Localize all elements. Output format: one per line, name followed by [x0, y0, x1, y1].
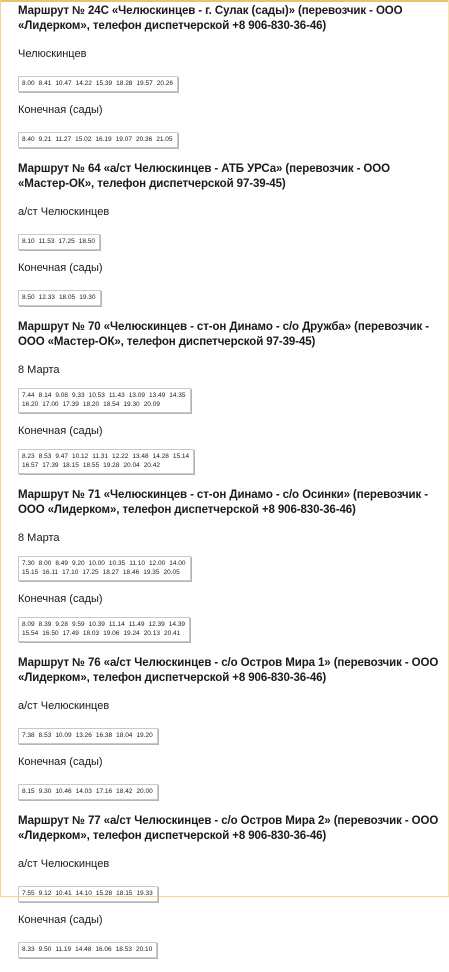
stop-name: а/ст Челюскинцев [18, 700, 110, 712]
route-title: Маршрут № 76 «а/ст Челюскинцев - с/о Остров Мира 1» (перевозчик - ООО «Лидерком», телефон диспетчерской +8 906-830-36-46) [18, 657, 439, 684]
departure-time: 11.10 [129, 560, 145, 567]
timetable-row [22, 461, 189, 470]
departure-time: 14.39 [168, 621, 186, 628]
departure-time: 14.10 [75, 890, 92, 897]
departure-time: 17.25 [82, 569, 99, 576]
departure-time: 16.11 [42, 569, 59, 576]
departure-time: 20.04 [123, 462, 140, 469]
departure-time: 20.05 [163, 569, 180, 576]
stop-name: Конечная (сады) [18, 104, 103, 116]
timetable-box [18, 132, 178, 148]
departure-time: 15.28 [95, 890, 113, 897]
departure-time: 18.03 [82, 630, 100, 637]
departure-time: 11.31 [92, 453, 109, 460]
departure-time: 16.57 [22, 462, 39, 469]
departure-time: 15.02 [75, 136, 92, 143]
route-block [18, 162, 443, 318]
route-block [18, 656, 443, 812]
timetable-row [22, 400, 186, 409]
departure-time: 20.41 [163, 630, 181, 637]
timetable-box [18, 617, 190, 642]
departure-time: 7.38 [22, 732, 35, 739]
schedule-content [18, 4, 443, 972]
departure-time: 10.00 [88, 560, 105, 567]
departure-time: 10.53 [88, 392, 105, 399]
departure-time: 14.00 [169, 560, 186, 567]
timetable-box [18, 290, 101, 306]
departure-time: 8.14 [38, 392, 52, 399]
departure-time: 19.35 [143, 569, 160, 576]
departure-time: 9.21 [38, 136, 52, 143]
departure-time: 19.28 [103, 462, 120, 469]
departure-time: 8.15 [22, 788, 35, 795]
departure-time: 15.15 [22, 569, 39, 576]
departure-time: 9.33 [71, 392, 85, 399]
departure-time: 7.44 [22, 392, 35, 399]
stop-name: а/ст Челюскинцев [18, 858, 110, 870]
departure-time: 7.55 [22, 890, 35, 897]
departure-time: 15.54 [22, 630, 39, 637]
departure-time: 18.53 [115, 946, 132, 953]
departure-time: 11.19 [55, 946, 72, 953]
route-title: Маршрут № 64 «а/ст Челюскинцев - АТБ УРСа» (перевозчик - ООО «Мастер-ОК», телефон диспетчерской 97-39-45) [18, 163, 390, 190]
departure-time: 18.55 [82, 462, 100, 469]
stop-name: Конечная (сады) [18, 262, 103, 274]
departure-time: 8.00 [38, 560, 52, 567]
route-title: Маршрут № 24С «Челюскинцев - г. Сулак (сады)» (перевозчик - ООО «Лидерком», телефон диспетчерской +8 906-830-36-46) [18, 5, 403, 32]
route-title: Маршрут № 70 «Челюскинцев - ст-он Динамо - с/о Дружба» (перевозчик - ООО «Мастер-ОК», телефон диспетчерской 97-39-45) [18, 321, 430, 348]
timetable-box [18, 388, 191, 413]
departure-time: 18.15 [62, 462, 79, 469]
departure-time: 9.28 [55, 621, 68, 628]
departure-time: 11.49 [128, 621, 145, 628]
departure-time: 18.42 [116, 788, 133, 795]
departure-time: 9.30 [38, 788, 52, 795]
timetable-row [22, 452, 189, 461]
departure-time: 13.26 [75, 732, 92, 739]
departure-time: 8.53 [38, 732, 52, 739]
timetable-row [22, 293, 96, 302]
departure-time: 8.49 [55, 560, 68, 567]
departure-time: 18.54 [103, 401, 120, 408]
departure-time: 14.22 [75, 80, 92, 87]
departure-time: 12.39 [148, 621, 165, 628]
departure-time: 20.00 [136, 788, 153, 795]
timetable-row [22, 568, 186, 577]
departure-time: 9.47 [55, 453, 68, 460]
departure-time: 15.14 [172, 453, 190, 460]
departure-time: 8.40 [22, 136, 35, 143]
departure-time: 19.33 [136, 890, 153, 897]
stop-name: 8 Марта [18, 532, 60, 544]
departure-time: 17.16 [95, 788, 113, 795]
departure-time: 16.06 [95, 946, 112, 953]
departure-time: 16.50 [42, 630, 59, 637]
departure-time: 19.07 [115, 136, 132, 143]
departure-time: 8.39 [38, 621, 52, 628]
route-block [18, 4, 443, 160]
timetable-box [18, 728, 158, 744]
departure-time: 20.42 [143, 462, 160, 469]
departure-time: 19.30 [123, 401, 140, 408]
departure-time: 8.10 [22, 238, 35, 245]
stop-name: 8 Марта [18, 364, 60, 376]
stop-name: Конечная (сады) [18, 756, 103, 768]
departure-time: 17.25 [58, 238, 75, 245]
departure-time: 20.13 [143, 630, 160, 637]
stop-name: Конечная (сады) [18, 914, 103, 926]
timetable-box [18, 886, 158, 902]
departure-time: 17.10 [62, 569, 79, 576]
departure-time: 19.20 [136, 732, 153, 739]
departure-time: 8.53 [38, 453, 52, 460]
departure-time: 7.30 [22, 560, 35, 567]
departure-time: 12.22 [112, 453, 129, 460]
timetable-row [22, 731, 153, 740]
departure-time: 12.00 [148, 560, 166, 567]
departure-time: 13.49 [148, 392, 166, 399]
departure-time: 19.06 [103, 630, 120, 637]
timetable-box [18, 942, 157, 958]
route-block [18, 320, 443, 486]
departure-time: 16.20 [22, 401, 39, 408]
departure-time: 19.24 [123, 630, 140, 637]
route-block [18, 814, 443, 970]
departure-time: 13.48 [132, 453, 149, 460]
timetable-box [18, 449, 194, 474]
departure-time: 10.12 [71, 453, 89, 460]
route-title: Маршрут № 77 «а/ст Челюскинцев - с/о Остров Мира 2» (перевозчик - ООО «Лидерком», телефон диспетчерской +8 906-830-36-46) [18, 815, 439, 842]
stop-name: а/ст Челюскинцев [18, 206, 110, 218]
stop-name: Конечная (сады) [18, 593, 103, 605]
departure-time: 14.28 [152, 453, 169, 460]
timetable-row [22, 620, 185, 629]
departure-time: 9.50 [38, 946, 52, 953]
timetable-row [22, 945, 152, 954]
timetable-box [18, 784, 158, 800]
departure-time: 9.59 [71, 621, 85, 628]
stop-name: Челюскинцев [18, 48, 87, 60]
departure-time: 10.46 [55, 788, 72, 795]
departure-time: 18.50 [78, 238, 96, 245]
timetable-row [22, 79, 173, 88]
departure-time: 14.48 [75, 946, 92, 953]
route-title: Маршрут № 71 «Челюскинцев - ст-он Динамо - с/о Осинки» (перевозчик - ООО «Лидерком», телефон диспетчерской +8 906-830-36-46) [18, 489, 428, 516]
departure-time: 18.15 [116, 890, 133, 897]
departure-time: 18.27 [102, 569, 119, 576]
departure-time: 10.41 [55, 890, 72, 897]
timetable-row [22, 135, 173, 144]
departure-time: 18.04 [116, 732, 133, 739]
departure-time: 16.19 [95, 136, 112, 143]
departure-time: 8.41 [38, 80, 52, 87]
departure-time: 18.05 [58, 294, 76, 301]
departure-time: 20.26 [156, 80, 173, 87]
departure-time: 21.05 [156, 136, 173, 143]
departure-time: 18.28 [116, 80, 133, 87]
departure-time: 9.20 [71, 560, 85, 567]
timetable-row [22, 559, 186, 568]
departure-time: 16.38 [95, 732, 113, 739]
departure-time: 8.09 [22, 621, 35, 628]
departure-time: 14.35 [169, 392, 186, 399]
departure-time: 8.23 [22, 453, 35, 460]
departure-time: 10.39 [88, 621, 105, 628]
departure-time: 9.08 [55, 392, 68, 399]
route-block [18, 488, 443, 654]
departure-time: 15.39 [95, 80, 113, 87]
departure-time: 20.09 [143, 401, 160, 408]
departure-time: 17.00 [42, 401, 59, 408]
timetable-box [18, 234, 100, 250]
departure-time: 11.43 [108, 392, 125, 399]
departure-time: 20.10 [135, 946, 153, 953]
departure-time: 10.35 [108, 560, 126, 567]
timetable-box [18, 76, 178, 92]
departure-time: 18.20 [82, 401, 100, 408]
departure-time: 17.39 [62, 401, 79, 408]
departure-time: 19.57 [136, 80, 153, 87]
departure-time: 8.00 [22, 80, 35, 87]
timetable-row [22, 787, 153, 796]
departure-time: 11.14 [108, 621, 125, 628]
departure-time: 9.12 [38, 890, 52, 897]
timetable-row [22, 391, 186, 400]
departure-time: 14.03 [75, 788, 92, 795]
departure-time: 19.30 [79, 294, 96, 301]
departure-time: 17.49 [62, 630, 79, 637]
timetable-row [22, 889, 153, 898]
departure-time: 8.50 [22, 294, 35, 301]
departure-time: 18.46 [122, 569, 140, 576]
departure-time: 10.09 [55, 732, 72, 739]
departure-time: 17.39 [42, 462, 59, 469]
timetable-row [22, 629, 185, 638]
timetable-box [18, 556, 191, 581]
departure-time: 13.09 [128, 392, 145, 399]
departure-time: 11.27 [55, 136, 72, 143]
departure-time: 10.47 [55, 80, 72, 87]
departure-time: 20.36 [135, 136, 153, 143]
departure-time: 12.33 [38, 294, 55, 301]
timetable-row [22, 237, 95, 246]
departure-time: 11.53 [38, 238, 55, 245]
stop-name: Конечная (сады) [18, 425, 103, 437]
departure-time: 8.33 [22, 946, 35, 953]
